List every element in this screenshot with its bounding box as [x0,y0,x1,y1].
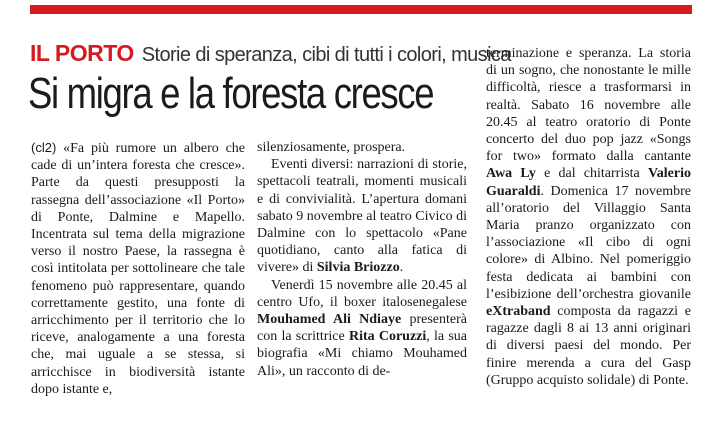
person-name: Mouhamed Ali Ndiaye [257,312,402,328]
col3-text-c: . Domenica 17 novembre all’oratorio del Villaggio Santa Maria pranzo organizzato con l’associazione «Il cibo di ogni colore» di Albino. Nel pomeriggio festa dedicata ai bambini con l’esibizione dell’orchestra giovanile [486,183,691,302]
article-column-3 [486,45,691,389]
col1-text: «Fa più rumore un albero che cade di un’intera foresta che cresce». Parte da questi presupposti la rassegna dell’associazione «Il Porto» di Ponte, Dalmine e Mapello. Incentrata sul tema della migrazione verso il nostro Paese, la rassegna è così intitolata per sottolineare che tale fenomeno può rappresentare, quando correttamente gestito, una fonte di arricchimento per il territorio che lo riceve, analogamente a una foresta che, mai uguale a se stessa, si arricchisce in biodiversità istante dopo istante e, [31,141,246,397]
headline: Si migra e la foresta cresce [28,69,434,118]
author-code: (cl2) [31,140,57,155]
col2-paragraph-2 [257,156,467,276]
person-name: Silvia Briozzo [316,260,400,276]
col2-p3-text-b: presenterà con la scrittrice [257,312,467,345]
col2-p3-text-c: , la sua biografia «Mi chiamo Mouhamed Ali», un racconto di de- [257,329,468,379]
person-name: Rita Coruzzi [348,329,427,345]
col2-p2-end: . [399,260,404,276]
col3-text-b: e dal chitarrista [535,166,648,182]
col2-paragraph-1: silenziosamente, prospera. [257,140,406,155]
col3-text-d: composta da ragazzi e ragazze dagli 8 ai 13 anni originari di diversi paesi del mondo. Per finire merenda a cura del Gasp (Gruppo acquisto solidale) di Ponte. [486,304,691,388]
col2-p3-text-a: Venerdì 15 novembre alle 20.45 al centro Ufo, il boxer italosenegalese [257,277,467,310]
article-column-1 [31,139,245,398]
top-rule [30,5,692,14]
col2-p2-text: Eventi diversi: narrazioni di storie, spettacoli teatrali, momenti musicali e di convivialità. L’apertura domani sabato 9 novembre al teatro Civico di Dalmine con lo spettacolo «Pane quotidiano, canto alla fatica di vivere» di [257,157,467,276]
article-column-2 [257,139,467,380]
person-name: Awa Ly [486,166,536,182]
kicker-subtitle: Storie di speranza, cibi di tutti i colori, musica [141,44,511,66]
kicker [30,40,511,66]
col2-paragraph-3 [257,277,467,380]
section-label: IL PORTO [30,40,134,66]
person-name: Valerio Guaraldi [486,166,691,199]
col3-text-a: terminazione e speranza. La storia di un sogno, che nonostante le mille difficoltà, riesce a trasformarsi in realtà. Sabato 16 novembre alle 20.45 al teatro oratorio di Ponte concerto del duo pop jazz «Songs for two» formato dalla cantante [486,46,691,165]
band-name: eXtraband [486,304,551,320]
col3-paragraph [486,45,691,389]
